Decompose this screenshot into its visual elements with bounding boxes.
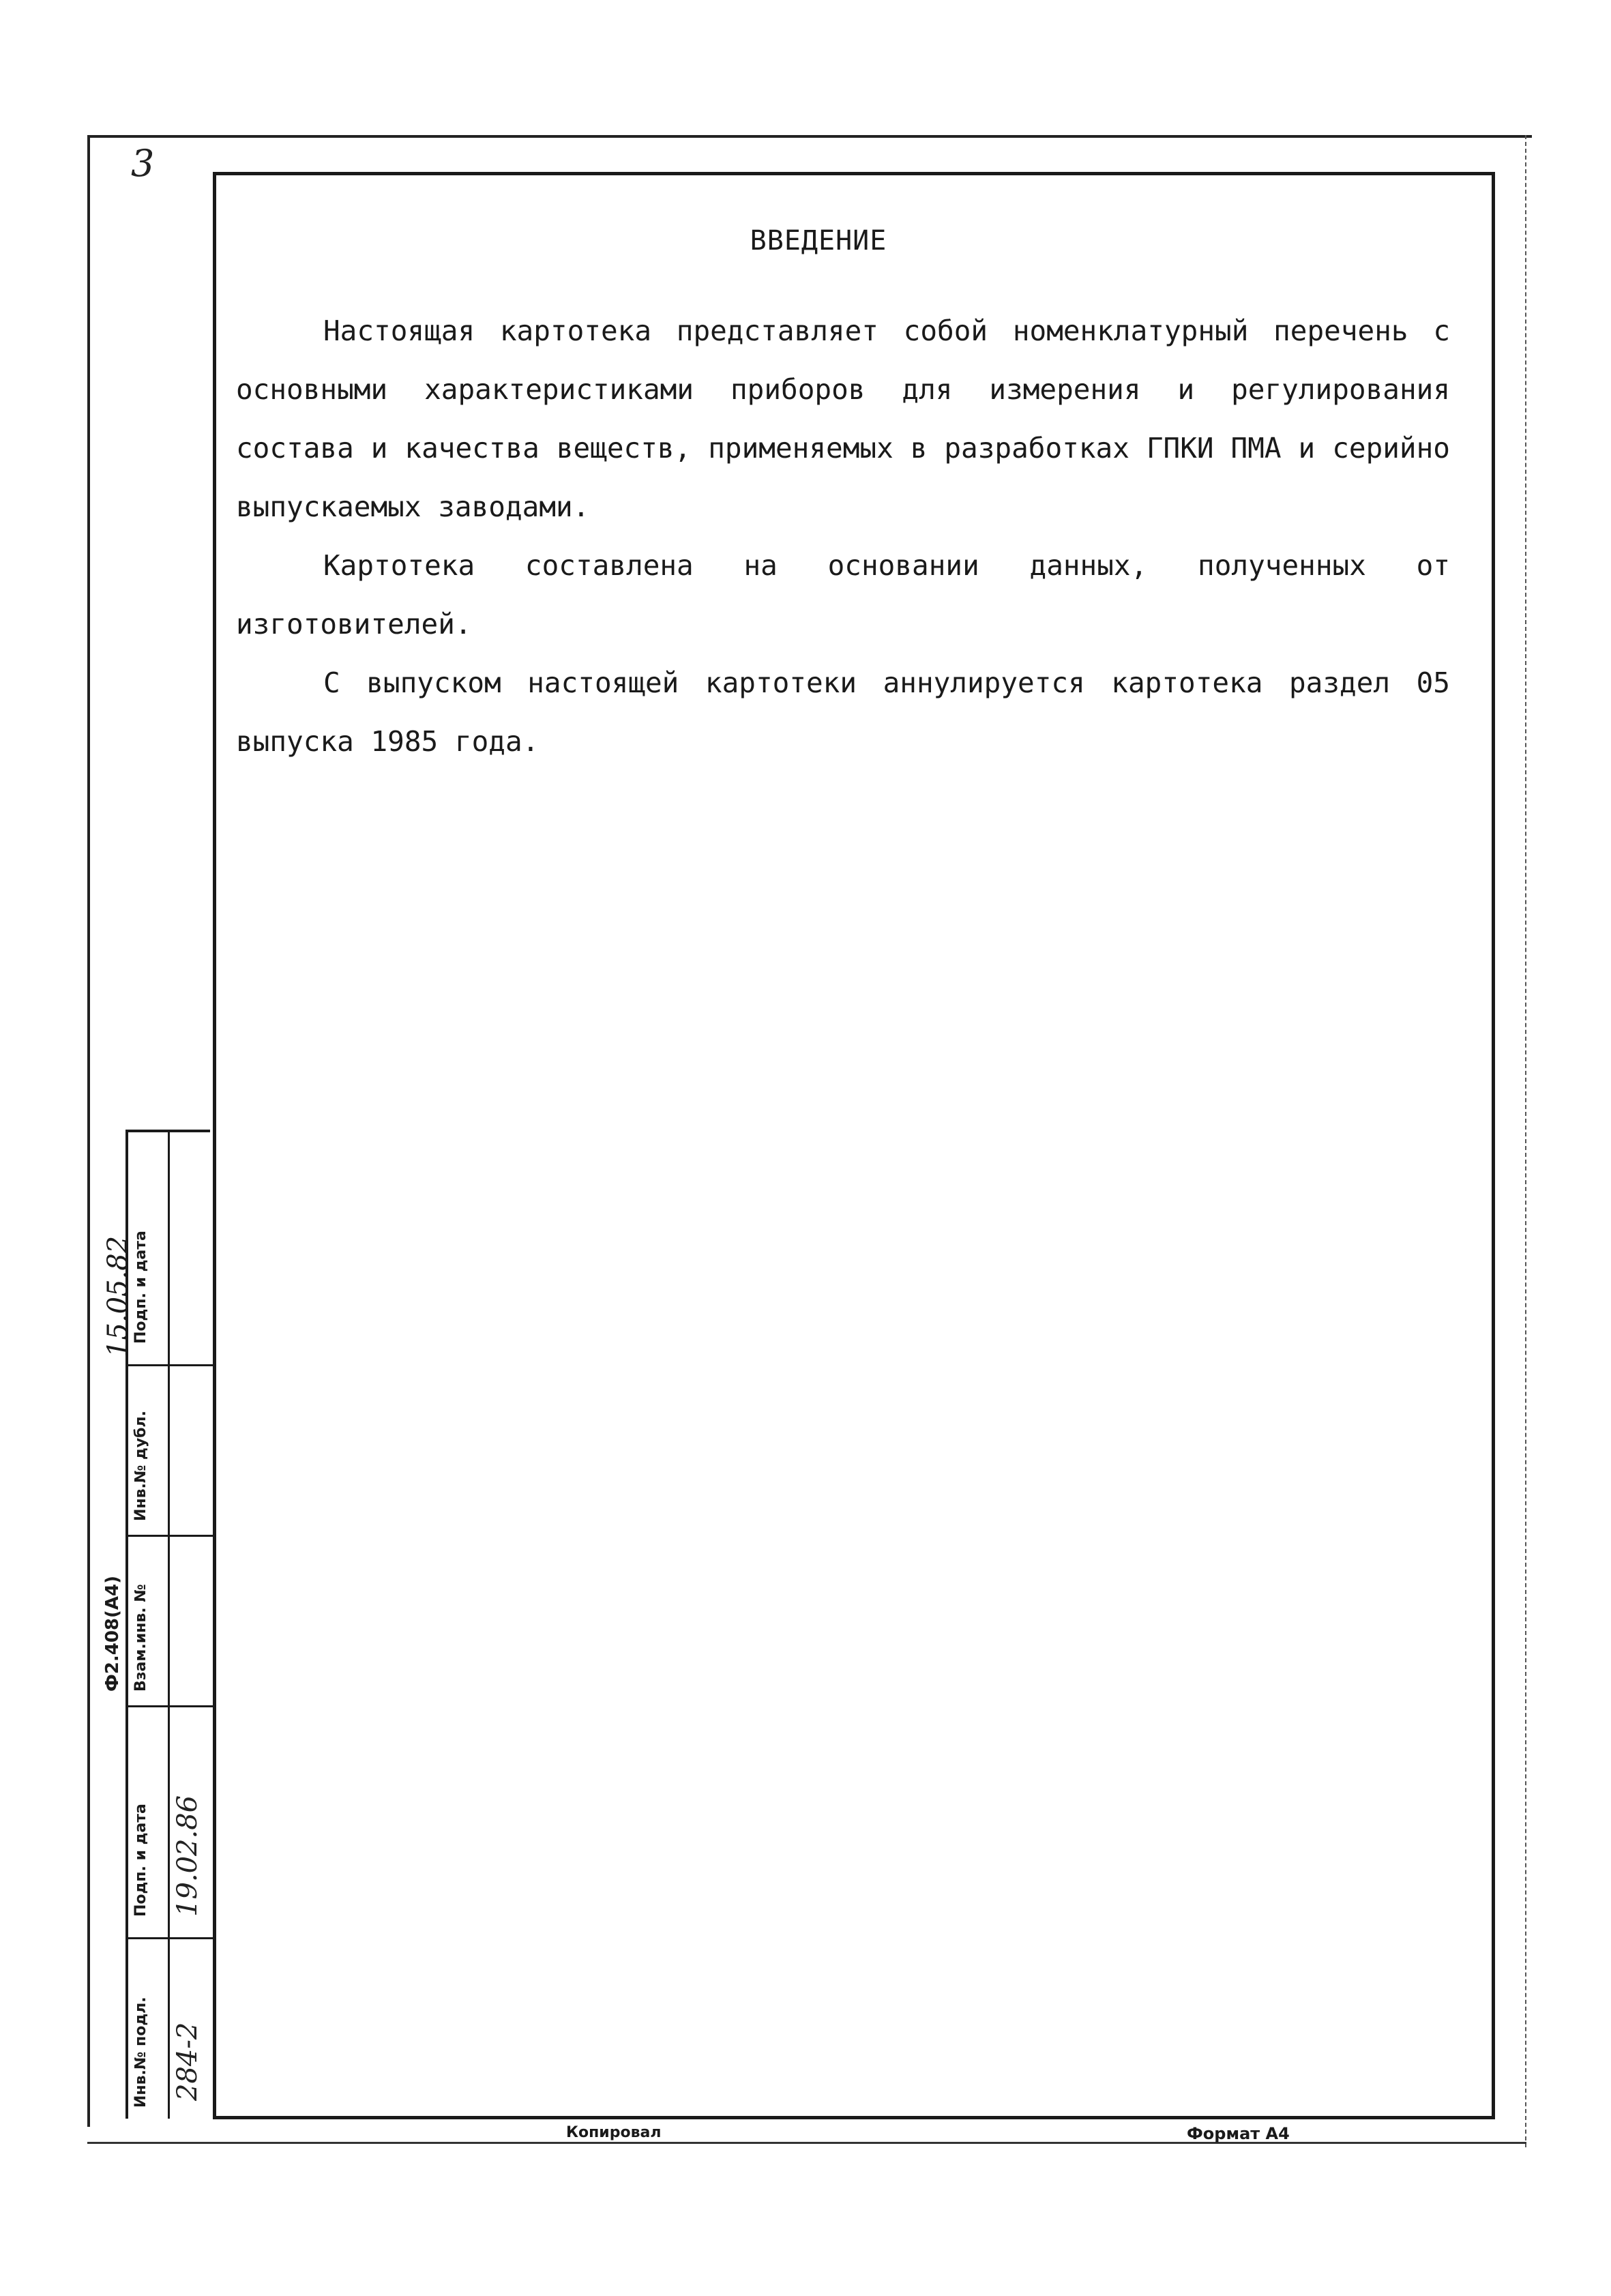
sheet-top-edge [87, 135, 1532, 138]
copy-label: Копировал [566, 2124, 662, 2141]
label-replace-inv: Взам.инв. № [132, 1584, 149, 1692]
label-sign-date-top: Подп. и дата [132, 1231, 149, 1344]
document-body [236, 301, 1450, 771]
paragraph-intro: Настоящая картотека представляет собой номенклатурный перечень с основными характеристиками приборов для измерения и регулирования состава и качества веществ, применяемых в разработках ГПКИ ПМА и серийно выпускаемых заводами. [236, 314, 1450, 523]
label-inv-dup: Инв.№ дубл. [132, 1411, 149, 1521]
handwritten-inv-orig: 284-2 [172, 2022, 203, 2101]
paragraph-sources: Картотека составлена на основании данных, полученных от изготовителей. [236, 549, 1450, 641]
stamp-row-divider [128, 1535, 213, 1537]
page-number: 3 [131, 142, 155, 185]
sheet-bottom-edge [87, 2142, 1526, 2144]
stamp-row-divider [128, 1705, 213, 1707]
format-label: Формат А4 [1187, 2124, 1290, 2143]
sheet-right-edge [1525, 135, 1526, 2147]
margin-signature: 15.05.82 [102, 1235, 134, 1357]
stamp-row-divider [128, 1937, 213, 1939]
label-sign-date-bottom: Подп. и дата [132, 1804, 149, 1917]
margin-stamp-table [125, 1130, 210, 2119]
paragraph-supersedes: С выпуском настоящей картотеки аннулируется картотека раздел 05 выпуска 1985 года. [236, 666, 1450, 758]
label-inv-orig: Инв.№ подл. [132, 1997, 149, 2108]
stamp-row-divider [128, 1364, 213, 1366]
handwritten-sign-date: 19.02.86 [172, 1795, 203, 1917]
form-code: Ф2.408(А4) [102, 1575, 123, 1692]
document-title: ВВЕДЕНИЕ [750, 225, 887, 256]
sheet-left-edge [87, 135, 90, 2127]
stamp-column-divider [168, 1132, 170, 2119]
